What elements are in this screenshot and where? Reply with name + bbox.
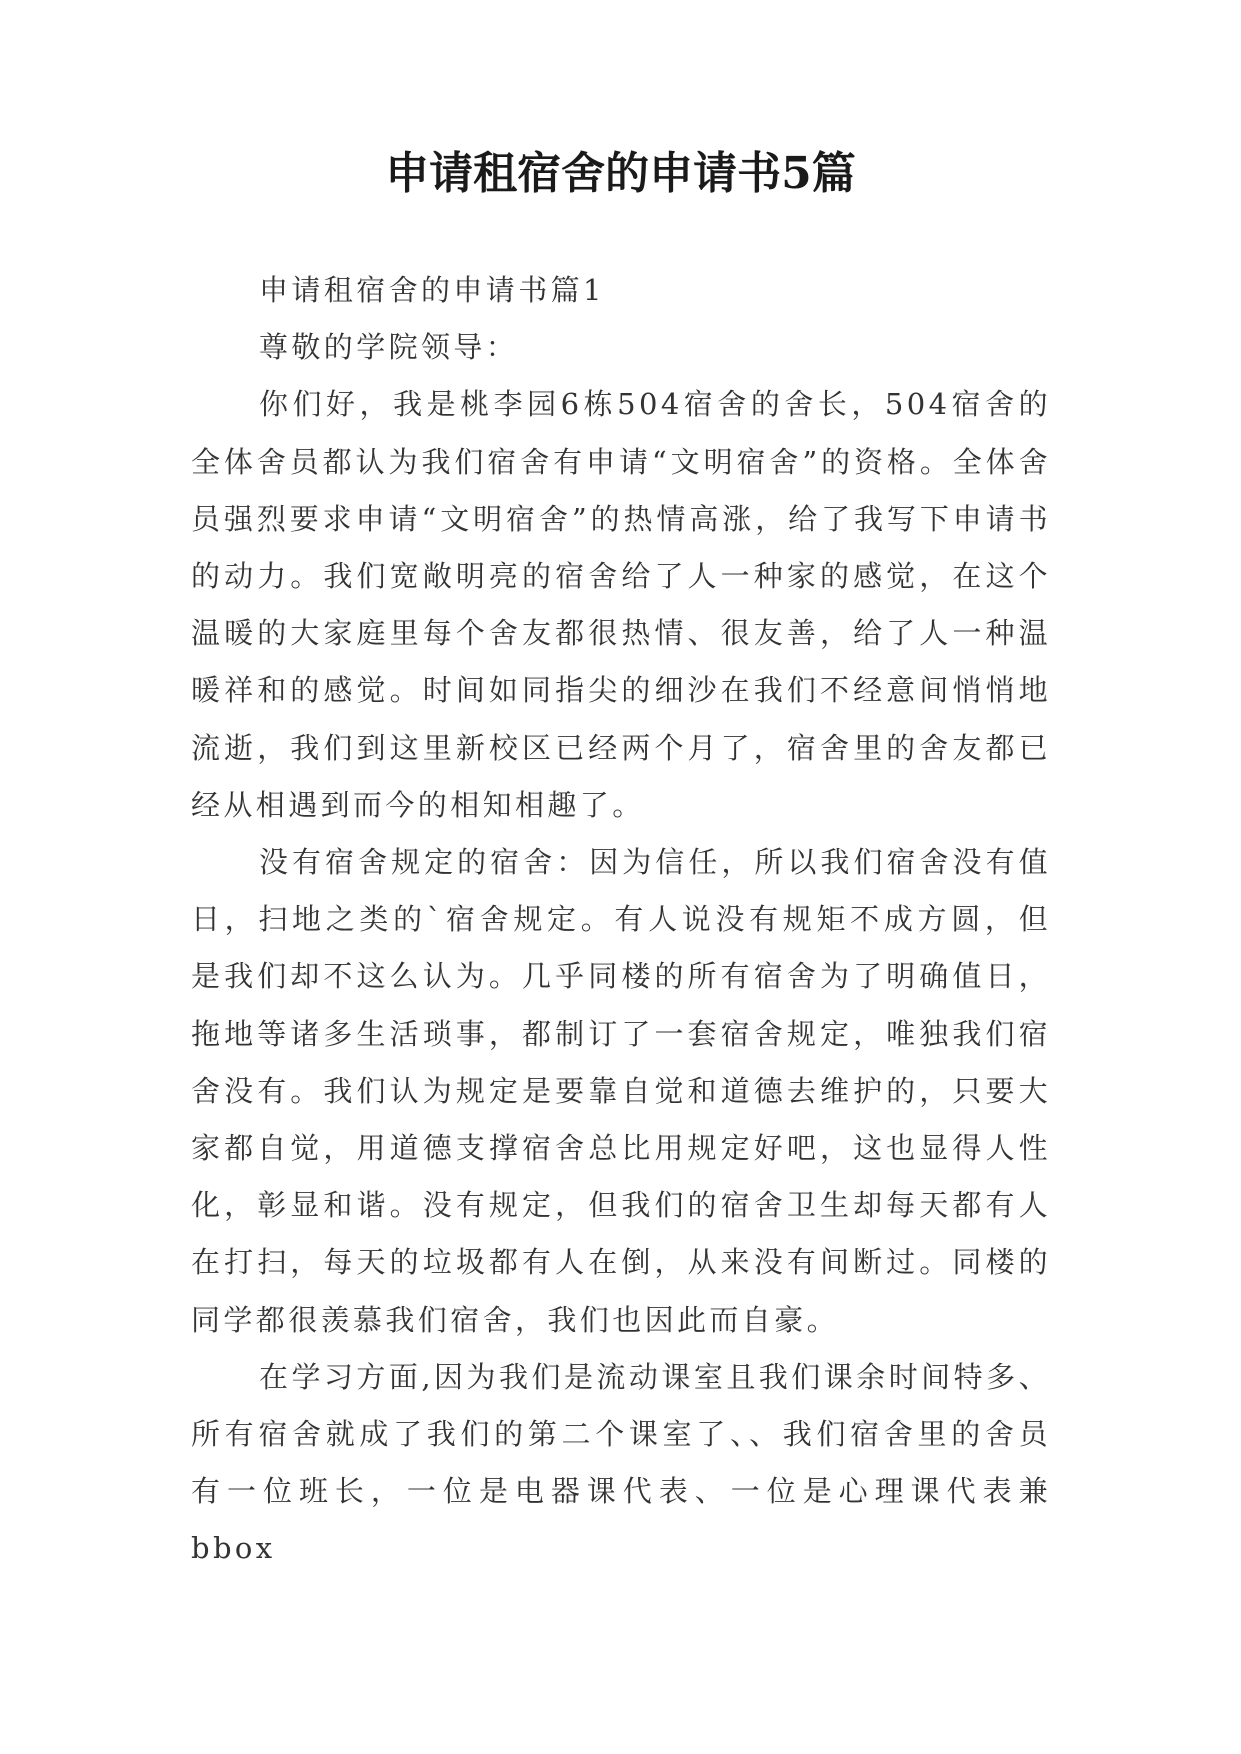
body-paragraph: 没有宿舍规定的宿舍：因为信任，所以我们宿舍没有值日，扫地之类的`宿舍规定。有人说没有规矩不成方圆，但是我们却不这么认为。几乎同楼的所有宿舍为了明确值日，拖地等诸多生活琐事，都制订了一套宿舍规定，唯独我们宿舍没有。我们认为规定是要靠自觉和道德去维护的，只要大家都自觉，用道德支撑宿舍总比用规定好吧，这也显得人性化，彰显和谐。没有规定，但我们的宿舍卫生却每天都有人在打扫，每天的垃圾都有人在倒，从来没有间断过。同楼的同学都很羡慕我们宿舍，我们也因此而自豪。: [191, 845, 1051, 1337]
document-body: [191, 262, 1051, 1578]
body-paragraph: 你们好，我是桃李园6栋504宿舍的舍长，504宿舍的全体舍员都认为我们宿舍有申请“文明宿舍”的资格。全体舍员强烈要求申请“文明宿舍”的热情高涨，给了我写下申请书的动力。我们宽敞明亮的宿舍给了人一种家的感觉，在这个温暖的大家庭里每个舍友都很热情、很友善，给了人一种温暖祥和的感觉。时间如同指尖的细沙在我们不经意间悄悄地流逝，我们到这里新校区已经两个月了，宿舍里的舍友都已经从相遇到而今的相知相趣了。: [191, 387, 1051, 822]
document-title: 申请租宿舍的申请书5篇: [385, 148, 856, 199]
section-heading: 申请租宿舍的申请书篇1: [259, 273, 605, 307]
salutation: 尊敬的学院领导：: [259, 330, 519, 365]
body-paragraph: 在学习方面,因为我们是流动课室且我们课余时间特多、所有宿舍就成了我们的第二个课室了、、我们宿舍里的舍员有一位班长，一位是电器课代表、一位是心理课代表兼bbox: [191, 1359, 1051, 1566]
